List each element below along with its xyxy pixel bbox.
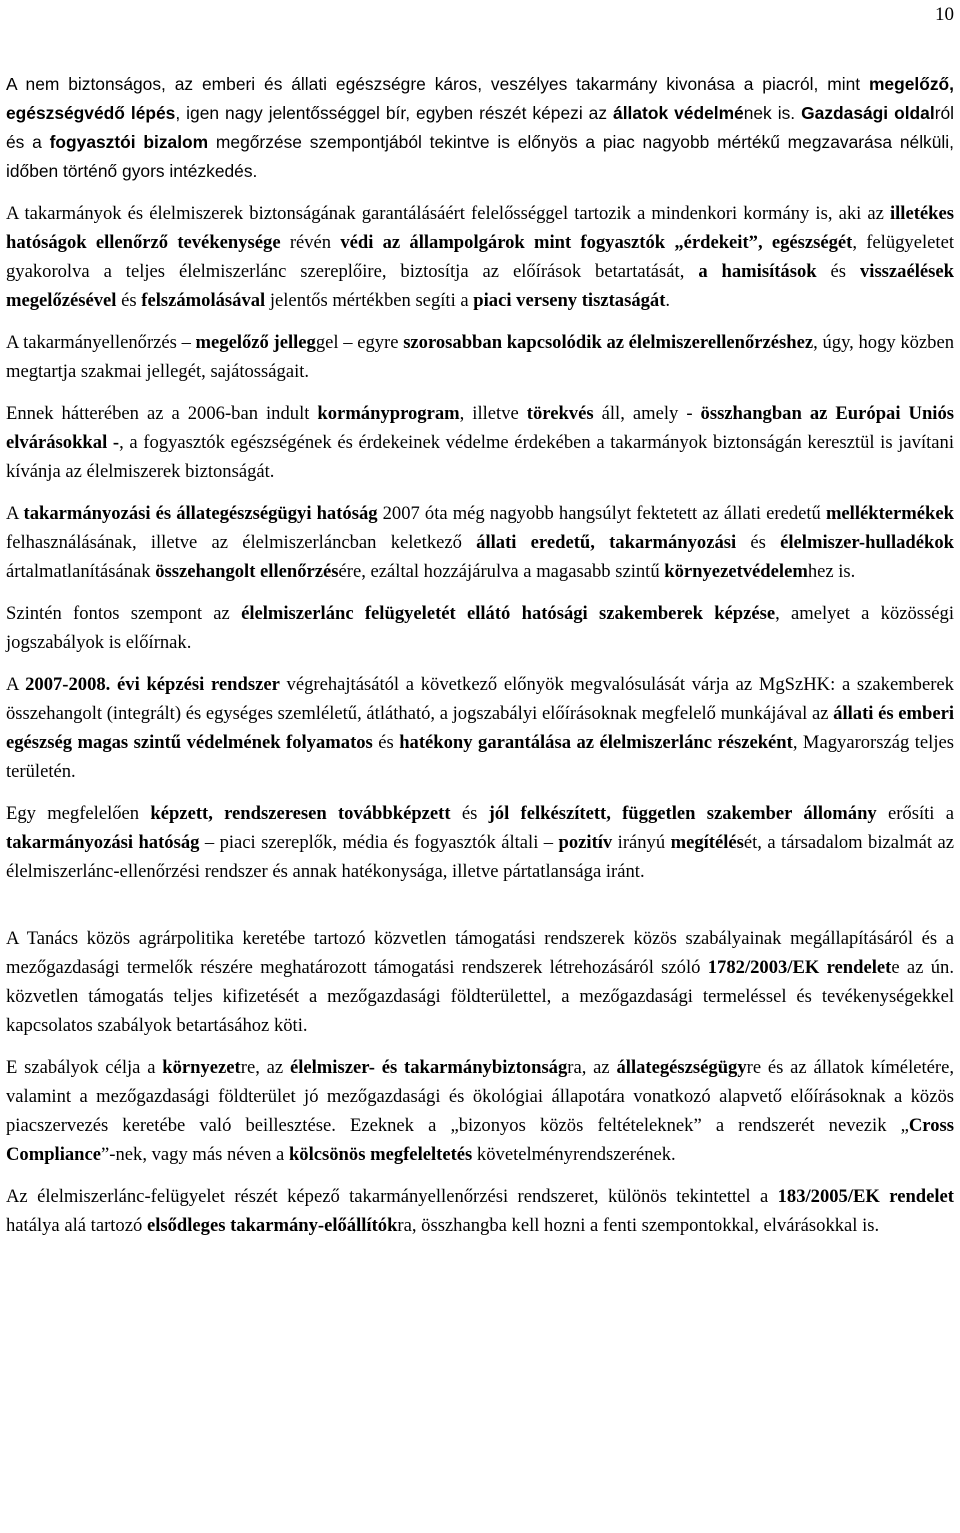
text-run: gel – egyre <box>315 332 404 353</box>
paragraph <box>6 70 954 186</box>
text-run: , felügyeletet gyakorolva a teljes élelmiszerlánc szereplőire, biztosítja az előírások betartatását, <box>6 232 954 282</box>
bold-text: 183/2005/EK rendelet <box>777 1186 954 1207</box>
text-run: A nem biztonságos, az emberi és állati egészségre káros, veszélyes takarmány kivonása a piacról, mint <box>6 74 869 94</box>
text-run: E szabályok célja a <box>6 1057 163 1078</box>
text-run: hatálya alá tartozó <box>6 1215 147 1236</box>
text-run: , amelyet a közösségi jogszabályok is előírnak. <box>6 603 954 653</box>
bold-text: összhangban az Európai Uniós elvárásokkal - <box>6 403 954 453</box>
text-run: végrehajtásától a következő előnyök megvalósulását várja az MgSzHK: a szakemberek összehangolt (integrált) és egységes szemléletű, átlátható, a jogszabályi előírásoknak megfelelő munkájával az <box>6 674 954 724</box>
text-run: nek is. <box>743 103 802 123</box>
bold-text: kölcsönös megfeleltetés <box>288 1144 473 1165</box>
text-run: ét, a társadalom bizalmát az élelmiszerlánc-ellenőrzési rendszer és annak hatékonysága, illetve pártatlansága iránt. <box>6 832 954 882</box>
bold-text: összehangolt ellenőrzés <box>155 561 339 582</box>
bold-text: melléktermékek <box>825 503 954 524</box>
text-run: és <box>372 732 400 753</box>
text-run: 2007 óta még nagyobb hangsúlyt fektetett az állati eredetű <box>377 503 826 524</box>
text-run: , Magyarország teljes területén. <box>6 732 954 782</box>
text-run: erősíti a <box>876 803 954 824</box>
text-run: A <box>6 674 26 695</box>
text-run: megőrzése szempontjából tekintve is előnyös a piac nagyobb mértékű megzavarása nélküli, időben történő gyors intézkedés. <box>6 132 954 181</box>
bold-text: szorosabban kapcsolódik az élelmiszerellenőrzéshez <box>403 332 814 353</box>
paragraph <box>6 328 954 386</box>
paragraph <box>6 199 954 315</box>
bold-text: állategészségügy <box>616 1057 747 1078</box>
bold-text: élelmiszerlánc felügyeletét ellátó hatósági szakemberek képzése <box>241 603 776 624</box>
text-run: révén <box>280 232 341 253</box>
document-body <box>6 70 954 1253</box>
bold-text: megítélés <box>670 832 744 853</box>
text-run: – piaci szereplők, média és fogyasztók általi – <box>199 832 559 853</box>
paragraph <box>6 1182 954 1240</box>
text-run: és <box>816 261 860 282</box>
bold-text: törekvés <box>526 403 594 424</box>
text-run: e az ún. közvetlen támogatás teljes kifizetését a mezőgazdasági földterülettel, a mezőgazdasági termeléssel és tevékenységekkel kapcsolatos szabályok betartásához köti. <box>6 957 954 1036</box>
bold-text: hatékony garantálása az élelmiszerlánc részeként <box>399 732 793 753</box>
bold-text: képzett, rendszeresen továbbképzett <box>150 803 451 824</box>
bold-text: felszámolásával <box>141 290 266 311</box>
text-run: re és az állatok kíméletére, valamint a mezőgazdasági földterület jó mezőgazdasági és ökológiai állapotára vonatkozó alapvető előírásoknak a közös piacszervezés keretébe való beillesztése. Ezeknek a „bizonyos közös feltételeknek” a rendszerét nevezik „ <box>6 1057 954 1136</box>
text-run: és <box>116 290 142 311</box>
bold-text: a hamisítások <box>698 261 817 282</box>
text-run: ra, összhangba kell hozni a fenti szempontokkal, elvárásokkal is. <box>397 1215 880 1236</box>
bold-text: 2007-2008. évi képzési rendszer <box>25 674 280 695</box>
text-run: A takarmányellenőrzés – <box>6 332 196 353</box>
text-run: ra, az <box>567 1057 617 1078</box>
text-run: , igen nagy jelentősséggel bír, egyben részét képezi az <box>175 103 614 123</box>
text-run: és <box>736 532 781 553</box>
bold-text: állati eredetű, takarmányozási <box>476 532 737 553</box>
text-run: A <box>6 503 24 524</box>
text-run: . <box>665 290 671 311</box>
text-run: ról és a <box>6 103 955 152</box>
text-run: hez is. <box>807 561 856 582</box>
paragraph <box>6 924 954 1040</box>
bold-text: Cross Compliance <box>6 1115 954 1165</box>
bold-text: megelőző, egészségvédő lépés <box>6 74 954 123</box>
paragraph <box>6 670 954 786</box>
bold-text: állati és emberi egészség magas szintű védelmének folyamatos <box>6 703 954 753</box>
bold-text: megelőző jelleg <box>195 332 316 353</box>
bold-text: Gazdasági oldal <box>801 103 935 123</box>
text-run: Az élelmiszerlánc-felügyelet részét képező takarmányellenőrzési rendszeret, különös tekintettel a <box>6 1186 778 1207</box>
text-run: Egy megfelelően <box>6 803 151 824</box>
paragraph <box>6 399 954 486</box>
bold-text: fogyasztói bizalom <box>49 132 209 152</box>
text-run: A takarmányok és élelmiszerek biztonságának garantálásáért felelősséggel tartozik a mindenkori kormány is, aki az <box>6 203 890 224</box>
bold-text: takarmányozási hatóság <box>6 832 200 853</box>
text-run: re, az <box>240 1057 290 1078</box>
paragraph <box>6 799 954 886</box>
bold-text: védi az állampolgárok mint fogyasztók „érdekeit”, egészségét <box>340 232 853 253</box>
bold-text: pozitív <box>558 832 613 853</box>
bold-text: illetékes hatóságok ellenőrző tevékenysége <box>6 203 954 253</box>
text-run: jelentős mértékben segíti a <box>265 290 474 311</box>
text-run: Szintén fontos szempont az <box>6 603 242 624</box>
bold-text: 1782/2003/EK rendelet <box>707 957 892 978</box>
bold-text: élelmiszer-hulladékok <box>780 532 954 553</box>
page-number: 10 <box>935 4 954 25</box>
bold-text: kormányprogram <box>317 403 460 424</box>
text-run: A Tanács közös agrárpolitika keretébe tartozó közvetlen támogatási rendszerek közös szabályainak megállapításáról és a mezőgazdasági termelők részére meghatározott támogatási rendszerek létrehozásáról szóló <box>6 928 954 978</box>
text-run: és <box>450 803 489 824</box>
text-run: áll, amely - <box>593 403 701 424</box>
text-run: Ennek hátterében az a 2006-ban indult <box>6 403 318 424</box>
text-run: irányú <box>612 832 671 853</box>
paragraph <box>6 599 954 657</box>
text-run: , a fogyasztók egészségének és érdekeinek védelme érdekében a takarmányok biztonságán keresztül is javítani kívánja az élelmiszerek biztonságát. <box>6 432 954 482</box>
paragraph <box>6 499 954 586</box>
bold-text: jól felkészített, független szakember állomány <box>488 803 877 824</box>
text-run: ére, ezáltal hozzájárulva a magasabb szintű <box>338 561 665 582</box>
bold-text: piaci verseny tisztaságát <box>473 290 666 311</box>
text-run: , illetve <box>459 403 527 424</box>
text-run: ”-nek, vagy más néven a <box>101 1144 289 1165</box>
bold-text: takarmányozási és állategészségügyi hatóság <box>23 503 378 524</box>
text-run: követelményrendszerének. <box>472 1144 676 1165</box>
paragraph <box>6 1053 954 1169</box>
text-run: , úgy, hogy közben megtartja szakmai jellegét, sajátosságait. <box>6 332 955 382</box>
bold-text: környezetvédelem <box>664 561 808 582</box>
bold-text: környezet <box>162 1057 241 1078</box>
text-run: felhasználásának, illetve az élelmiszerláncban keletkező <box>6 532 477 553</box>
bold-text: elsődleges takarmány-előállítók <box>146 1215 398 1236</box>
bold-text: állatok védelmé <box>613 103 744 123</box>
text-run: ártalmatlanításának <box>6 561 156 582</box>
bold-text: élelmiszer- és takarmánybiztonság <box>289 1057 568 1078</box>
bold-text: visszaélések megelőzésével <box>6 261 954 311</box>
